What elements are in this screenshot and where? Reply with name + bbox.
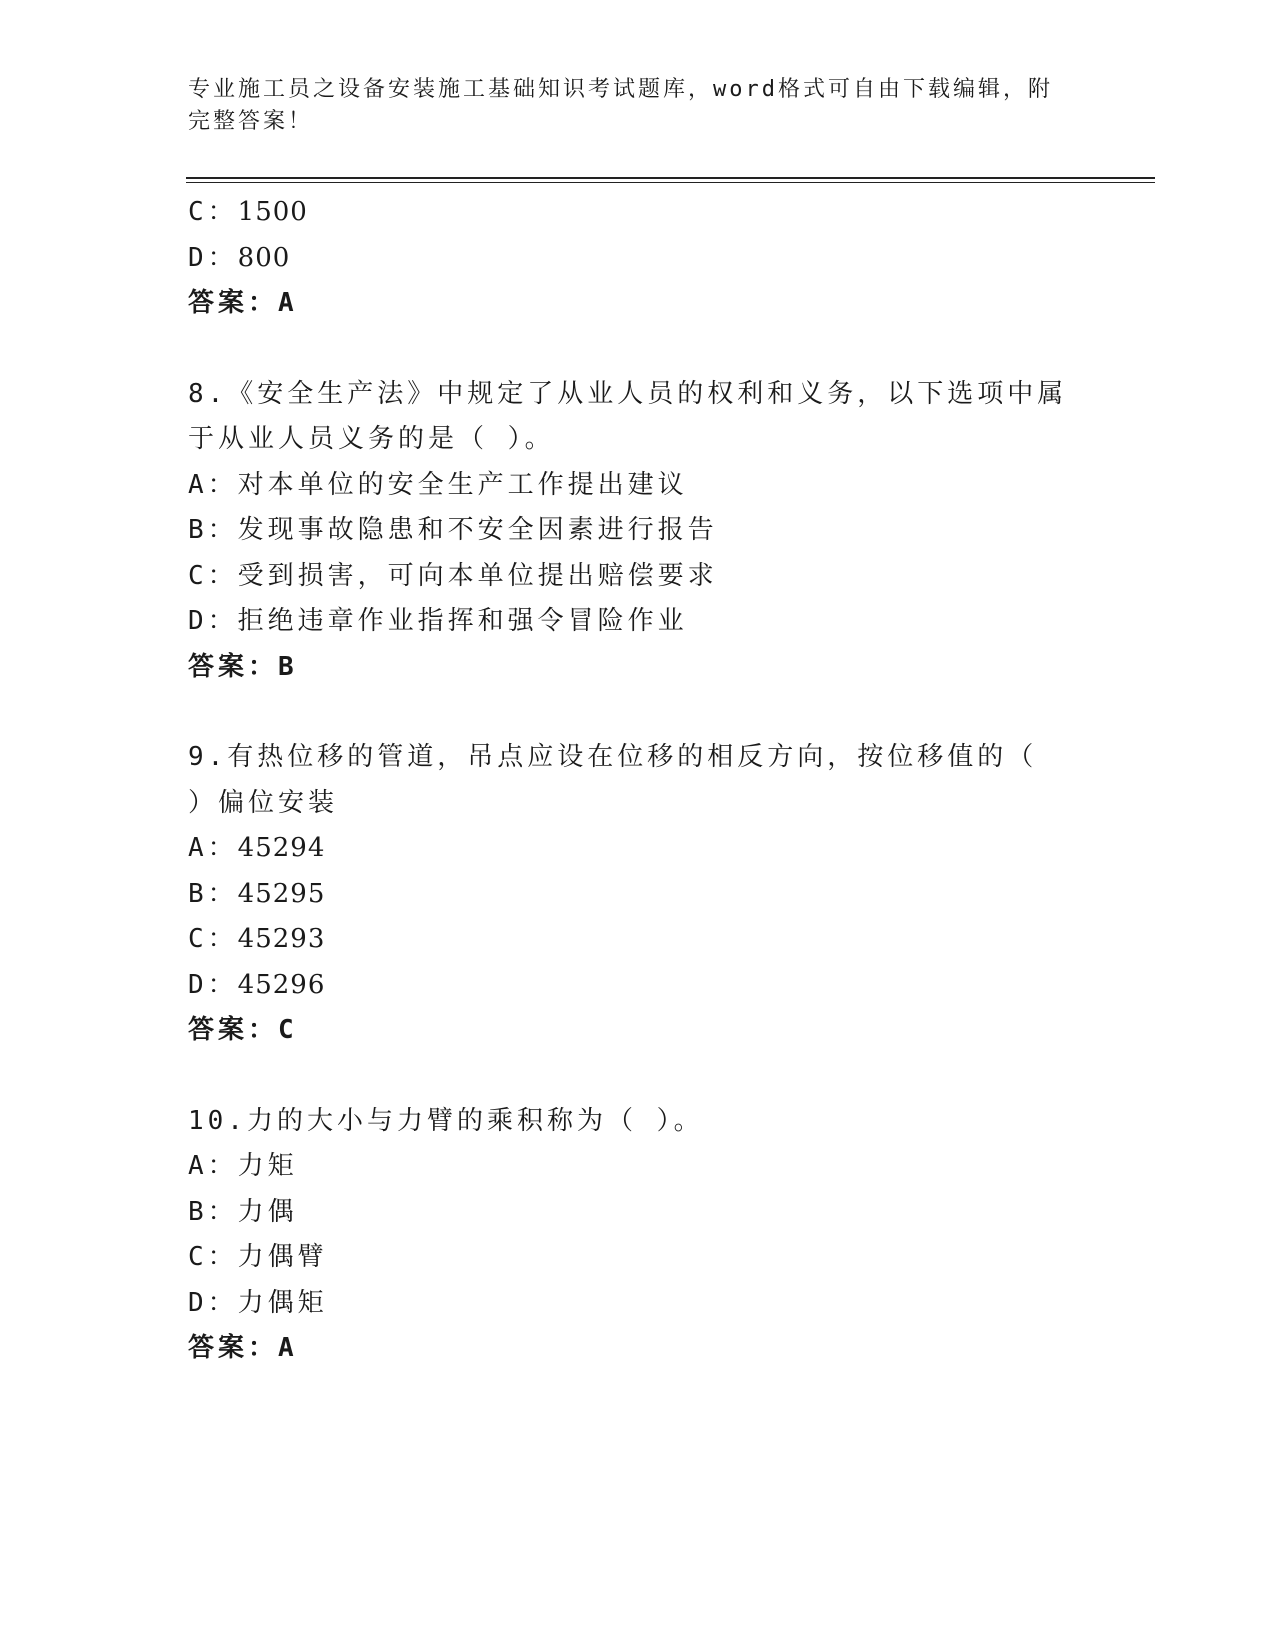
option-b (188, 1190, 1108, 1236)
option-letter: C： (188, 197, 238, 227)
partial-question (188, 190, 1108, 327)
spacer (188, 1054, 1108, 1099)
option-d (188, 963, 1108, 1009)
option-value: 发现事故隐患和不安全因素进行报告 (237, 515, 718, 545)
option-c (188, 554, 1108, 600)
question-9 (188, 735, 1108, 1054)
option-d (188, 1281, 1108, 1327)
option-letter: B： (188, 515, 238, 545)
question-stem: 9.有热位移的管道，吊点应设在位移的相反方向，按位移值的（ ）偏位安装 (188, 742, 1038, 818)
option-c (188, 190, 1108, 236)
option-value: 1500 (237, 197, 308, 227)
option-b (188, 872, 1108, 918)
answer-line: 答案：A (188, 1333, 298, 1363)
option-letter: D： (188, 1287, 238, 1318)
answer-line: 答案：C (188, 1015, 298, 1045)
option-letter: B： (188, 1196, 238, 1227)
question-stem: 8.《安全生产法》中规定了从业人员的权利和义务，以下选项中属于从业人员义务的是（ ）。 (188, 378, 1068, 454)
option-value: 受到损害，可向本单位提出赔偿要求 (237, 560, 718, 591)
option-value: 800 (237, 242, 291, 273)
option-a (188, 826, 1108, 872)
option-letter: A： (188, 1151, 238, 1181)
option-value: 45295 (237, 878, 326, 909)
option-value: 力矩 (237, 1151, 298, 1181)
option-value: 力偶 (237, 1196, 298, 1227)
option-value: 拒绝违章作业指挥和强令冒险作业 (237, 606, 688, 636)
option-value: 45294 (237, 833, 326, 863)
option-letter: B： (188, 878, 238, 909)
option-value: 对本单位的安全生产工作提出建议 (237, 469, 688, 500)
option-letter: D： (188, 969, 238, 1000)
option-letter: A： (188, 469, 238, 500)
option-a (188, 463, 1108, 509)
spacer (188, 327, 1108, 372)
option-c (188, 1235, 1108, 1281)
option-d (188, 236, 1108, 282)
option-letter: D： (188, 242, 238, 273)
answer-line: 答案：A (188, 288, 298, 318)
option-value: 力偶矩 (237, 1287, 328, 1318)
document-header: 专业施工员之设备安装施工基础知识考试题库，word格式可自由下载编辑，附完整答案！ (188, 77, 1053, 134)
option-letter: D： (188, 606, 238, 636)
option-c (188, 917, 1108, 963)
question-10 (188, 1099, 1108, 1372)
spacer (188, 690, 1108, 735)
option-a (188, 1144, 1108, 1190)
question-content (188, 190, 1108, 1372)
option-value: 45293 (237, 924, 326, 954)
header-rule-thick (186, 177, 1155, 179)
answer-line: 答案：B (188, 651, 298, 682)
option-letter: A： (188, 833, 238, 863)
question-stem: 10.力的大小与力臂的乘积称为（ ）。 (188, 1105, 704, 1136)
option-value: 45296 (237, 969, 326, 1000)
option-value: 力偶臂 (237, 1242, 328, 1272)
header-rule-thin (186, 182, 1155, 183)
option-letter: C： (188, 1242, 238, 1272)
option-letter: C： (188, 560, 238, 591)
option-b (188, 508, 1108, 554)
option-d (188, 599, 1108, 645)
question-8 (188, 372, 1108, 691)
option-letter: C： (188, 924, 238, 954)
